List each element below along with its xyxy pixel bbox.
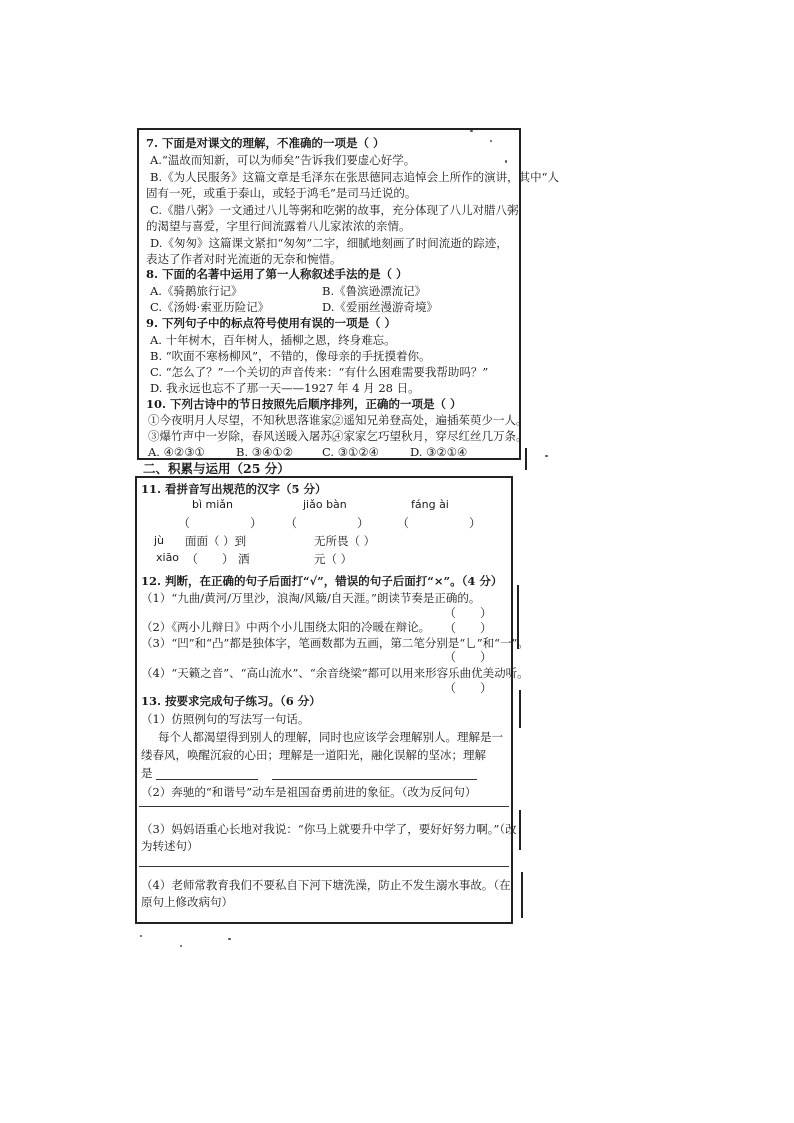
q13-answer-line-2[interactable] — [139, 806, 509, 807]
q12-answer-1[interactable]: （ ） — [444, 606, 493, 620]
q13-answer-blank-a[interactable] — [156, 779, 258, 780]
q7-option-d-line1: D.《匆匆》这篇课文紧扣“匆匆”二字，细腻地刻画了时间流逝的踪迹， — [150, 236, 508, 250]
q10-option-b: B. ③④①② — [236, 445, 294, 459]
scan-speck — [490, 140, 492, 142]
q10-poem-3: ③爆竹声中一岁除，春风送暖入屠苏。 — [148, 429, 344, 443]
q13-example-line3: 是 — [141, 766, 153, 780]
q7-option-b-line2: 固有一死，或重于泰山，或轻于鸿毛”是司马迁说的。 — [146, 186, 417, 200]
q11-word-sa: 洒 — [238, 552, 250, 566]
q11-pinyin-5: xiāo — [156, 551, 180, 564]
q11-stem: 11. 看拼音写出规范的汉字（5 分） — [141, 482, 327, 496]
q8-stem: 8. 下面的名著中运用了第一人称叙述手法的是（ ） — [146, 267, 408, 281]
q13-task-3-line2: 为转述句） — [141, 839, 199, 853]
q10-poem-1: ①今夜明月人尽望，不知秋思落谁家。 — [148, 413, 344, 427]
q13-stem: 13. 按要求完成句子练习。（6 分） — [141, 694, 321, 708]
q12-statement-4: （4）“天籁之音”、“高山流水”、“余音绕梁”都可以用来形容乐曲优美动听。 — [141, 666, 529, 680]
q9-stem: 9. 下列句子中的标点符号使用有误的一项是（ ） — [146, 316, 397, 330]
section-2-title: 二、积累与运用（25 分） — [143, 461, 290, 476]
q12-answer-2[interactable]: （ ） — [444, 621, 493, 635]
q8-option-b: B.《鲁滨逊漂流记》 — [322, 284, 427, 298]
q13-answer-blank-b[interactable] — [272, 779, 477, 780]
q11-blank-5[interactable]: （ ） — [186, 552, 235, 566]
q10-poem-4: ④家家乞巧望秋月，穿尽红丝几万条。 — [332, 429, 528, 443]
scan-speck — [470, 130, 473, 132]
q13-task-4-line2: 原句上修改病句） — [141, 895, 233, 909]
page-edge-mark-5 — [521, 872, 523, 918]
q11-pinyin-4: jù — [154, 534, 165, 547]
page-edge-mark-2 — [517, 585, 519, 649]
q12-statement-1: （1）“九曲/黄河/万里沙，浪淘/风簸/自天涯。”朗读节奏是正确的。 — [141, 591, 481, 605]
scan-speck — [180, 945, 182, 947]
q8-option-d: D.《爱丽丝漫游奇境》 — [322, 300, 438, 314]
page-edge-mark-1 — [525, 448, 527, 470]
q11-idiom-1: 面面（ ）到 — [185, 534, 247, 548]
q12-statement-2: （2）《两小儿辩日》中两个小儿围绕太阳的冷暖在辩论。 — [141, 620, 431, 634]
q11-idiom-3: 元（ ） — [314, 552, 353, 566]
q12-answer-4[interactable]: （ ） — [444, 681, 493, 695]
q12-answer-3[interactable]: （ ） — [444, 650, 493, 664]
q7-option-c-line1: C.《腊八粥》一文通过八儿等粥和吃粥的故事，充分体现了八儿对腊八粥 — [150, 203, 519, 217]
q11-pinyin-3: fáng ài — [411, 498, 449, 511]
q9-option-b: B. “吹面不寒杨柳风”，不错的，像母亲的手抚摸着你。 — [150, 349, 431, 363]
q7-option-b-line1: B.《为人民服务》这篇文章是毛泽东在张思德同志追悼会上所作的演讲，其中“人 — [150, 170, 559, 184]
q13-task-2: （2）奔驰的“和谐号”动车是祖国奋勇前进的象征。（改为反问句） — [141, 785, 477, 799]
page-edge-mark-4 — [519, 810, 521, 850]
q12-statement-3: （3）“凹”和“凸”都是独体字，笔画数都为五画，第二笔分别是“乚”和“一”。 — [141, 636, 529, 650]
q13-task-3-line1: （3）妈妈语重心长地对我说：“你马上就要升中学了，要好好努力啊。”（改 — [141, 822, 517, 836]
scan-speck — [228, 938, 231, 940]
q7-option-a: A.“温故而知新，可以为师矣”告诉我们要虚心好学。 — [150, 153, 416, 167]
q9-option-d: D. 我永远也忘不了那一天——1927 年 4 月 28 日。 — [150, 381, 420, 395]
page-edge-mark-3 — [519, 690, 521, 728]
q11-blank-3[interactable]: （ ） — [397, 516, 482, 530]
q8-option-c: C.《汤姆·索亚历险记》 — [150, 300, 270, 314]
q9-option-c: C. “怎么了？”一个关切的声音传来：“有什么困难需要我帮助吗？” — [150, 365, 489, 379]
q13-example-line1: 每个人都渴望得到别人的理解，同时也应该学会理解别人。理解是一 — [158, 730, 503, 744]
q9-option-a: A. 十年树木，百年树人，插柳之恩，终身难忘。 — [150, 333, 396, 347]
q10-option-c: C. ③①②④ — [322, 445, 379, 459]
q8-option-a: A.《骑鹅旅行记》 — [150, 284, 243, 298]
q10-option-d: D. ③②①④ — [410, 445, 468, 459]
q11-pinyin-2: jiǎo bàn — [303, 498, 347, 511]
q13-answer-line-3[interactable] — [139, 866, 509, 867]
q7-option-d-line2: 表达了作者对时光流逝的无奈和惋惜。 — [146, 252, 342, 266]
q13-example-line2: 缕春风，唤醒沉寂的心田；理解是一道阳光，融化误解的坚冰；理解 — [141, 748, 486, 762]
q10-poem-2: ②遥知兄弟登高处，遍插茱萸少一人。 — [332, 413, 528, 427]
q13-task-4-line1: （4）老师常教育我们不要私自下河下塘洗澡，防止不发生溺水事故。（在 — [141, 878, 511, 892]
scan-speck — [505, 160, 507, 163]
q11-blank-2[interactable]: （ ） — [285, 516, 370, 530]
q7-stem: 7. 下面是对课文的理解，不准确的一项是（ ） — [146, 136, 385, 150]
q10-option-a: A. ④②③① — [148, 445, 205, 459]
q11-blank-1[interactable]: （ ） — [178, 516, 263, 530]
scan-speck — [545, 455, 548, 457]
scan-speck — [140, 935, 142, 937]
q10-stem: 10. 下列古诗中的节日按照先后顺序排列，正确的一项是（ ） — [146, 397, 462, 411]
q12-stem: 12. 判断，在正确的句子后面打“√”，错误的句子后面打“×”。（4 分） — [141, 574, 503, 588]
q11-idiom-2: 无所畏（ ） — [314, 534, 376, 548]
q11-pinyin-1: bì miǎn — [192, 498, 234, 511]
q13-task-1: （1）仿照例句的写法写一句话。 — [141, 712, 310, 726]
q7-option-c-line2: 的渴望与喜爱，字里行间流露着八儿家浓浓的亲情。 — [146, 219, 411, 233]
